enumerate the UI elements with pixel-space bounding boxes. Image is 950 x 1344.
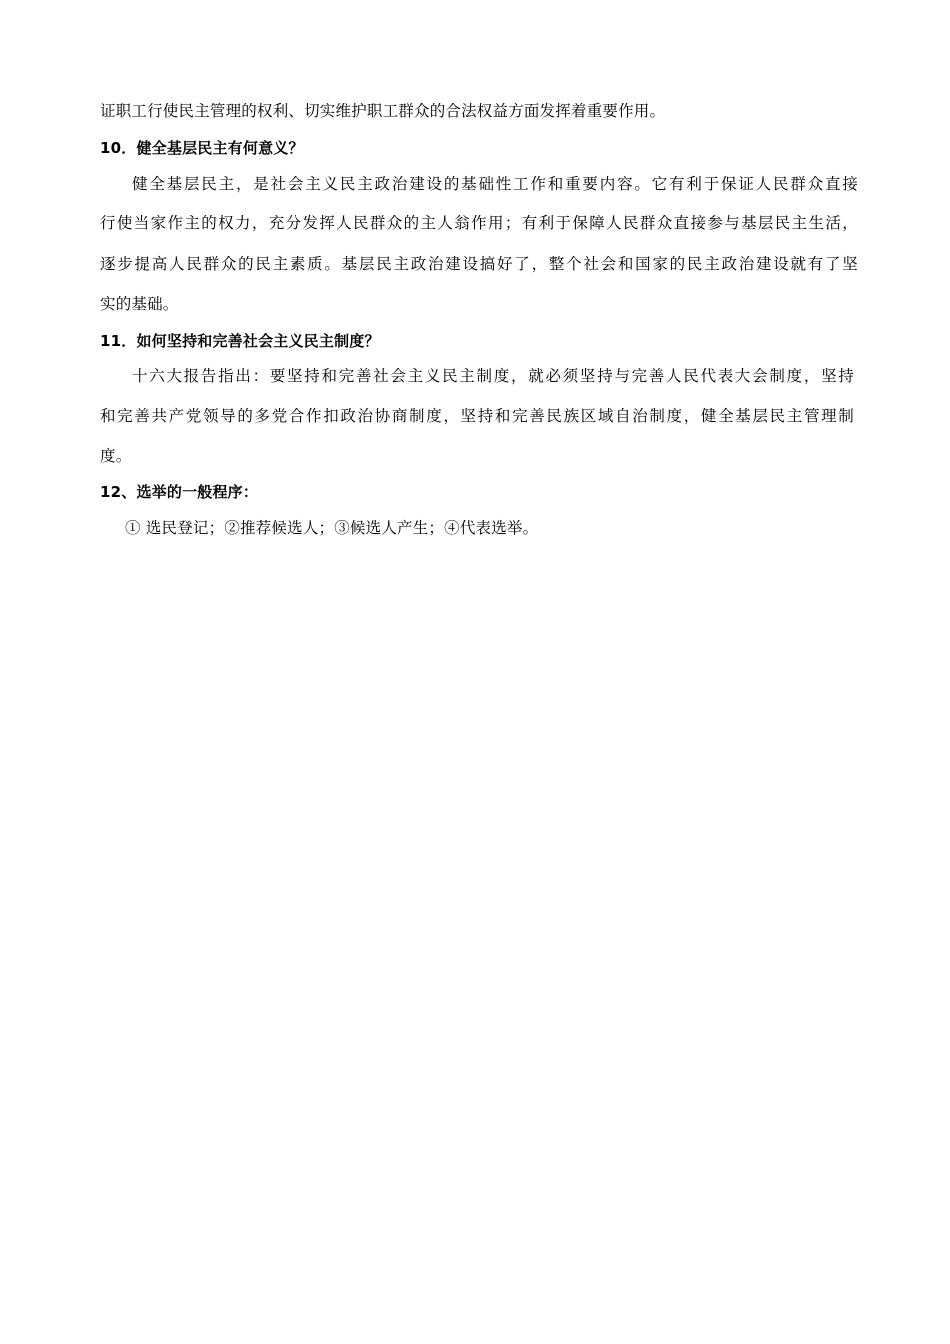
section-10-line-4: 实的基础。 — [100, 295, 179, 313]
paragraph-continuation-line: 证职工行使民主管理的权利、切实维护职工群众的合法权益方面发挥着重要作用。 — [100, 102, 666, 120]
section-10-line-2: 行使当家作主的权力，充分发挥人民群众的主人翁作用；有利于保障人民群众直接参与基层民主生活， — [100, 214, 858, 232]
section-10-line-3: 逐步提高人民群众的民主素质。基层民主政治建设搞好了，整个社会和国家的民主政治建设就有了坚 — [100, 255, 858, 273]
section-10-line-1: 健全基层民主，是社会主义民主政治建设的基础性工作和重要内容。它有利于保证人民群众直接 — [132, 175, 858, 193]
section-11-line-2: 和完善共产党领导的多党合作扣政治协商制度，坚持和完善民族区域自治制度，健全基层民主管理制 — [100, 407, 854, 425]
section-11-line-3: 度。 — [100, 447, 132, 465]
section-11-heading: 11．如何坚持和完善社会主义民主制度？ — [100, 332, 380, 350]
section-10-heading: 10．健全基层民主有何意义？ — [100, 139, 304, 157]
section-12-line-1: ① 选民登记；②推荐候选人；③候选人产生；④代表选举。 — [125, 519, 539, 537]
section-12-heading: 12、选举的一般程序： — [100, 483, 259, 501]
section-11-line-1: 十六大报告指出：要坚持和完善社会主义民主制度，就必须坚持与完善人民代表大会制度，坚持 — [132, 367, 854, 385]
